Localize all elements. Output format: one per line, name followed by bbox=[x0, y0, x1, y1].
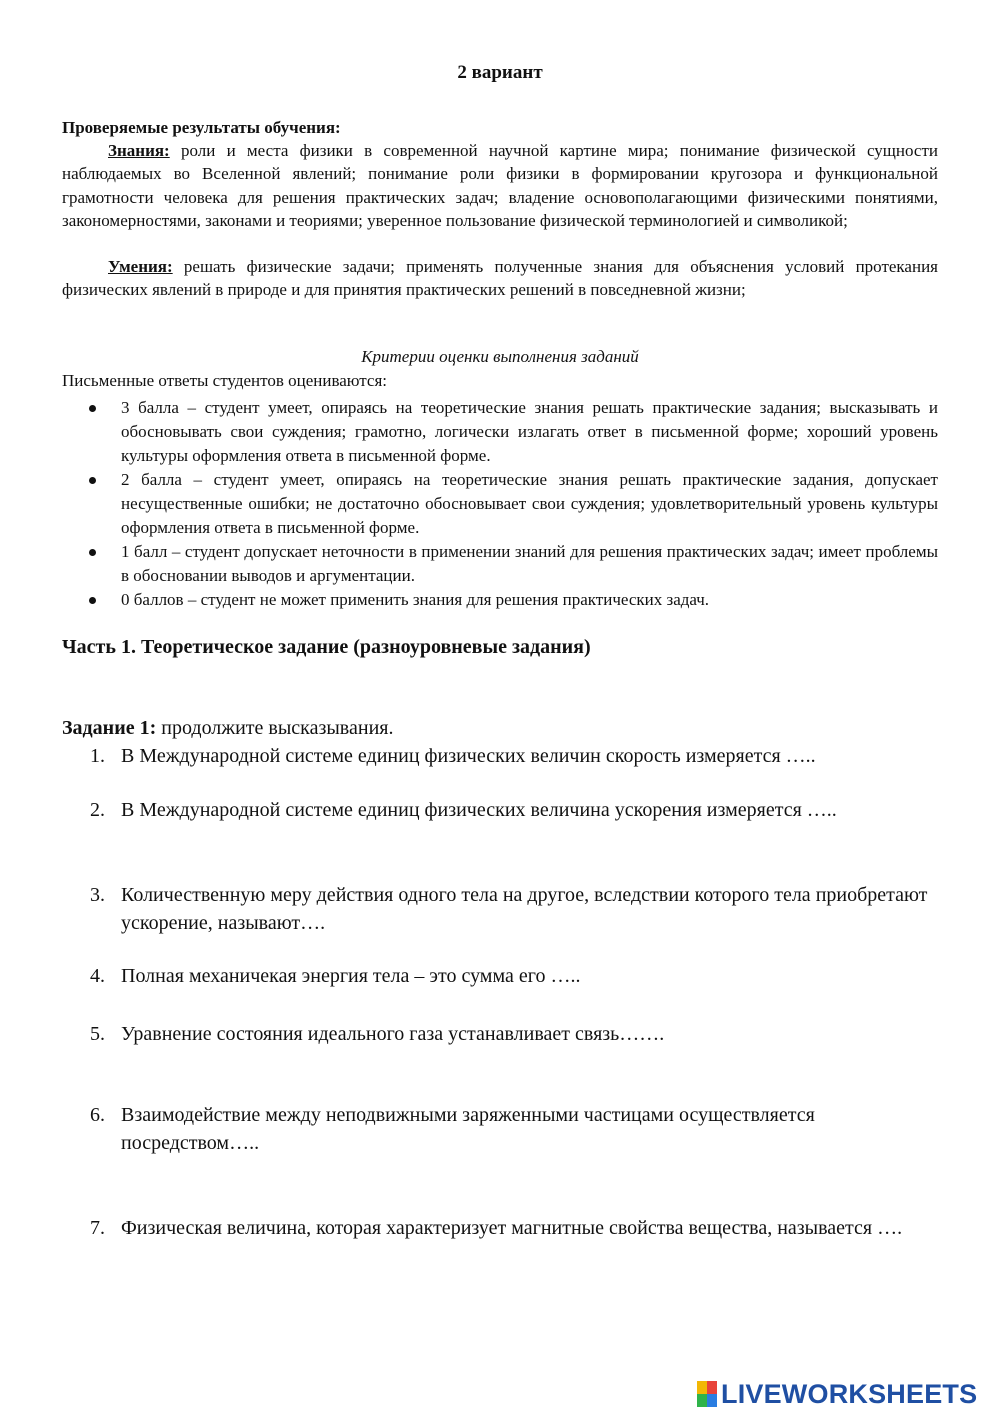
criteria-list bbox=[62, 396, 938, 612]
liveworksheets-logo bbox=[697, 1379, 977, 1409]
question-text: Физическая величина, которая характеризует магнитные свойства вещества, называется …. bbox=[121, 1217, 903, 1239]
task1-label: Задание 1: bbox=[62, 717, 157, 739]
bullet-icon bbox=[89, 597, 96, 604]
question-number: 5. bbox=[90, 1023, 105, 1045]
knowledge-text: роли и места физики в современной научной картине мира; понимание физической сущности наблюдаемых во Вселенной явлений; понимание роли физики в формировании кругозора и функциональной грамотности человека для решения практических задач; владение основополагающими физическими понятиями, закономерностями, законами и теориями; уверенное пользование физической терминологией и символикой; bbox=[62, 141, 938, 230]
skills-label: Умения: bbox=[108, 257, 173, 276]
question-text: Количественную меру действия одного тела на другое, вследствии которого тела приобретают ускорение, называют…. bbox=[121, 884, 928, 934]
bullet-icon bbox=[89, 477, 96, 484]
question-number: 6. bbox=[90, 1104, 105, 1126]
bullet-icon bbox=[89, 549, 96, 556]
question-item bbox=[90, 1020, 950, 1048]
bullet-icon bbox=[89, 405, 96, 412]
question-item bbox=[90, 881, 950, 937]
criteria-item: 3 балла – студент умеет, опираясь на теоретические знания решать практические задания; высказывать и обосновывать свои суждения; грамотно, логически излагать ответ в письменной форме; хороший уровень культуры оформления ответа в письменной форме. bbox=[62, 396, 938, 468]
question-item bbox=[90, 962, 950, 990]
question-item bbox=[90, 1101, 950, 1157]
outcomes-heading: Проверяемые результаты обучения: bbox=[62, 118, 341, 137]
liveworksheets-logo-icon bbox=[697, 1381, 717, 1407]
question-item bbox=[90, 796, 950, 824]
question-text: В Международной системе единиц физических величина ускорения измеряется ….. bbox=[121, 799, 837, 821]
question-item bbox=[90, 1214, 950, 1242]
question-number: 7. bbox=[90, 1217, 105, 1239]
part1-heading: Часть 1. Теоретическое задание (разноуровневые задания) bbox=[62, 636, 591, 658]
task1-heading bbox=[62, 717, 393, 740]
knowledge-paragraph bbox=[62, 139, 938, 232]
question-text: Полная механичекая энергия тела – это сумма его ….. bbox=[121, 965, 581, 987]
question-text: Уравнение состояния идеального газа устанавливает связь……. bbox=[121, 1023, 665, 1045]
criteria-intro: Письменные ответы студентов оцениваются: bbox=[62, 371, 388, 390]
criteria-title: Критерии оценки выполнения заданий bbox=[361, 347, 639, 366]
question-number: 1. bbox=[90, 745, 105, 767]
knowledge-label: Знания: bbox=[108, 141, 170, 160]
criteria-item: 2 балла – студент умеет, опираясь на теоретические знания решать практические задания, допускает несущественные ошибки; не достаточно обосновывает свои суждения; удовлетворительный уровень культуры оформления ответа в письменной форме. bbox=[62, 468, 938, 540]
skills-text: решать физические задачи; применять полученные знания для объяснения условий протекания физических явлений в природе и для принятия практических решений в повседневной жизни; bbox=[62, 257, 938, 300]
skills-paragraph bbox=[62, 255, 938, 302]
variant-title: 2 вариант bbox=[457, 62, 543, 83]
liveworksheets-logo-text: LIVEWORKSHEETS bbox=[721, 1378, 978, 1409]
question-text: В Международной системе единиц физических величин скорость измеряется ….. bbox=[121, 745, 816, 767]
question-item bbox=[90, 742, 950, 770]
question-number: 4. bbox=[90, 965, 105, 987]
question-text: Взаимодействие между неподвижными заряженными частицами осуществляется посредством….. bbox=[121, 1104, 815, 1154]
question-number: 2. bbox=[90, 799, 105, 821]
question-number: 3. bbox=[90, 884, 105, 906]
task1-instruction: продолжите высказывания. bbox=[156, 717, 394, 739]
criteria-item: 0 баллов – студент не может применить знания для решения практических задач. bbox=[62, 588, 938, 612]
criteria-item: 1 балл – студент допускает неточности в применении знаний для решения практических задач; имеет проблемы в обосновании выводов и аргументации. bbox=[62, 540, 938, 588]
